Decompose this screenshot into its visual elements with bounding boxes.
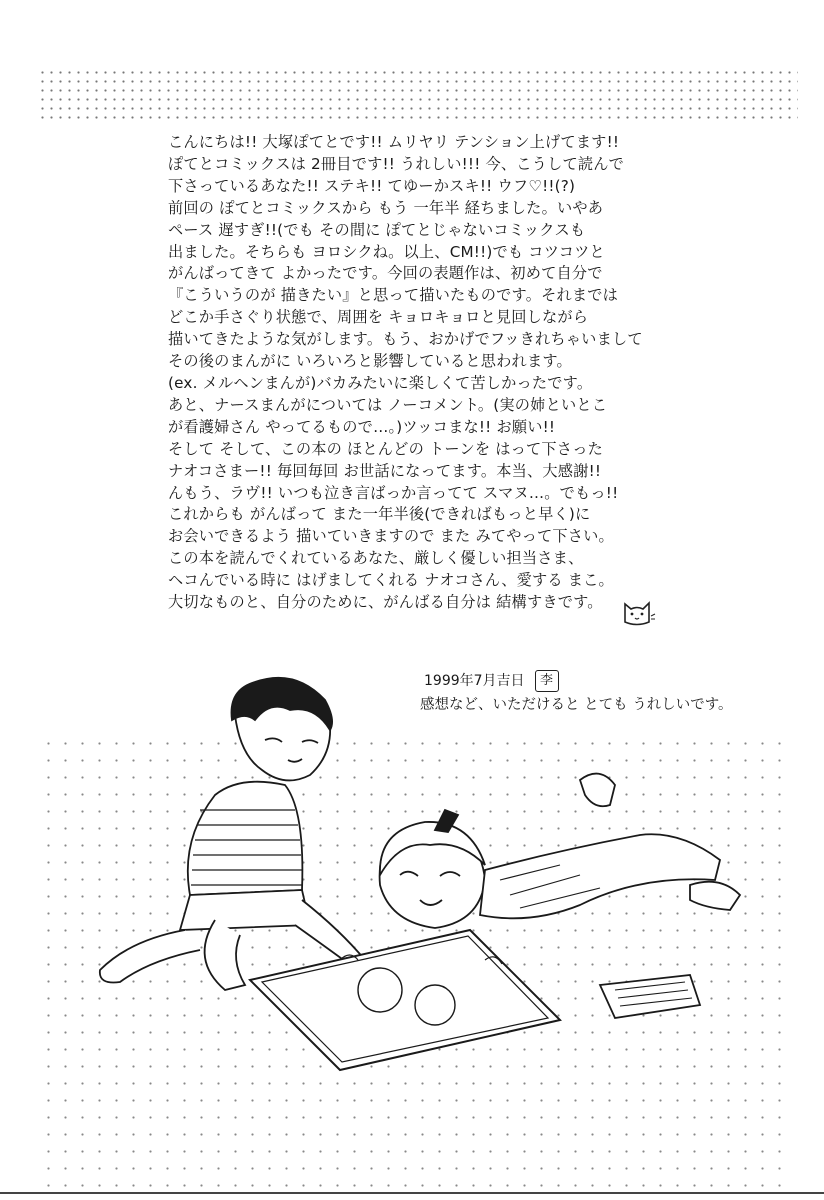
text-line: 描いてきたような気がします。もう、おかげでフッきれちゃいまして — [168, 330, 643, 349]
text-line: その後のまんがに いろいろと影響していると思われます。 — [168, 352, 572, 371]
text-line: どこか手さぐり状態で、周囲を キョロキョロと見回しながら — [168, 308, 589, 327]
boy-figure — [100, 678, 367, 990]
text-line: この本を読んでくれているあなた、厳しく優しい担当さま、 — [168, 549, 584, 568]
text-line: 『こういうのが 描きたい』と思って描いたものです。それまでは — [168, 286, 619, 305]
crayon-box — [600, 975, 700, 1018]
text-line: んもう、ラヴ!! いつも泣き言ばっか言ってて スマヌ…。でもっ!! — [168, 483, 619, 502]
text-line: 大切なものと、自分のために、がんばる自分は 結構すきです。 — [168, 593, 603, 612]
text-line: ナオコさまー!! 毎回毎回 お世話になってます。本当、大感謝!! — [168, 461, 602, 480]
text-line: ヘコんでいる時に はげましてくれる ナオコさん、愛する まこ。 — [168, 571, 614, 590]
text-line: お会いできるよう 描いていきますので また みてやって下さい。 — [168, 527, 614, 546]
drawing-board — [250, 930, 560, 1070]
text-line: 出ました。そちらも ヨロシクね。以上、CM!!)でも コツコツと — [168, 242, 605, 261]
text-line: こんにちは!! 大塚ぽてとです!! ムリヤリ テンション上げてます!! — [168, 133, 620, 151]
girl-figure — [380, 774, 740, 928]
screentone-top — [38, 68, 798, 120]
afterword-text — [168, 132, 666, 614]
cat-doodle-icon — [620, 594, 656, 628]
text-line: がんばってきて よかったです。今回の表題作は、初めて自分で — [168, 264, 603, 283]
page-bottom-rule — [0, 1192, 824, 1194]
text-line: 下さっているあなた!! ステキ!! てゆーかスキ!! ウフ♡!!(?) — [168, 176, 576, 195]
text-line: 前回の ぽてとコミックスから もう 一年半 経ちました。いやあ — [168, 198, 604, 217]
author-seal: 李 — [535, 670, 559, 692]
closing-remark: 感想など、いただけると とても うれしいです。 — [420, 697, 733, 713]
illustration-children-drawing — [40, 660, 760, 1100]
text-line: ペース 遅すぎ!!(でも その間に ぽてとじゃないコミックスも — [168, 220, 586, 239]
text-line: (ex. メルヘンまんが)バカみたいに楽しくて苦しかったです。 — [168, 373, 593, 392]
text-line: あと、ナースまんがについては ノーコメント。(実の姉といとこ — [168, 395, 608, 414]
text-line: が看護婦さん やってるもので…。)ツッコまな!! お願い!! — [168, 417, 556, 436]
text-line: そして そして、この本の ほとんどの トーンを はって下さった — [168, 439, 603, 458]
text-line: これからも がんばって また一年半後(できればもっと早く)に — [168, 505, 591, 524]
date-text: 1999年7月吉日 — [424, 673, 525, 689]
text-line: ぽてとコミックスは 2冊目です!! うれしい!!! 今、こうして読んで — [168, 154, 625, 173]
